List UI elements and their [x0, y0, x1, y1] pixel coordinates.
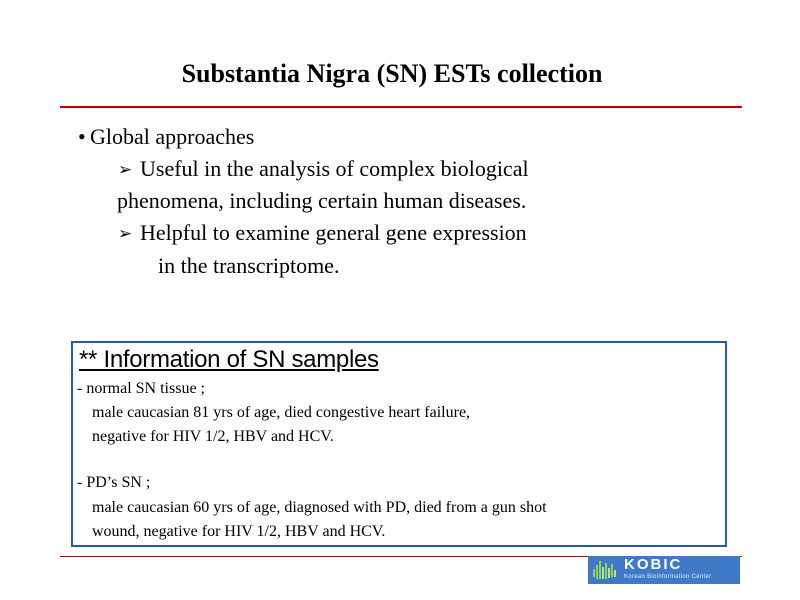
- title-divider: [60, 106, 742, 108]
- info-line-normal-header: - normal SN tissue ;: [77, 380, 205, 397]
- bullet-global-approaches: [78, 120, 254, 153]
- kobic-logo: [588, 556, 740, 584]
- sub-bullet-2-line-2: in the transcriptome.: [158, 253, 340, 278]
- bullet-text: Global approaches: [90, 124, 255, 149]
- slide-title: Substantia Nigra (SN) ESTs collection: [181, 59, 603, 88]
- info-line-pd-header: - PD’s SN ;: [77, 474, 151, 491]
- sub-bullet-2-line-1: [118, 216, 527, 250]
- logo-name: KOBIC: [624, 556, 683, 573]
- info-heading: ** Information of SN samples: [79, 346, 379, 373]
- info-line-normal-detail-2: negative for HIV 1/2, HBV and HCV.: [92, 428, 334, 445]
- sub-bullet-1-line-1: [118, 152, 529, 186]
- info-line-normal-detail-1: male caucasian 81 yrs of age, died congestive heart failure,: [92, 404, 471, 421]
- arrow-bullet-icon: ➢: [118, 224, 133, 243]
- sub-bullet-1-line-2: phenomena, including certain human diseases.: [117, 188, 527, 213]
- arrow-bullet-icon: ➢: [118, 160, 133, 179]
- logo-bars-icon: [593, 559, 621, 581]
- sample-info-box: [71, 341, 727, 547]
- info-line-pd-detail-2: wound, negative for HIV 1/2, HBV and HCV.: [92, 523, 386, 540]
- sub-bullet-text: Helpful to examine general gene expression: [140, 220, 527, 245]
- sub-bullet-text: Useful in the analysis of complex biological: [140, 156, 529, 181]
- info-line-pd-detail-1: male caucasian 60 yrs of age, diagnosed with PD, died from a gun shot: [92, 499, 547, 516]
- logo-subtitle: Korean Bioinformation Center: [624, 574, 712, 580]
- bullet-dot: •: [78, 124, 86, 149]
